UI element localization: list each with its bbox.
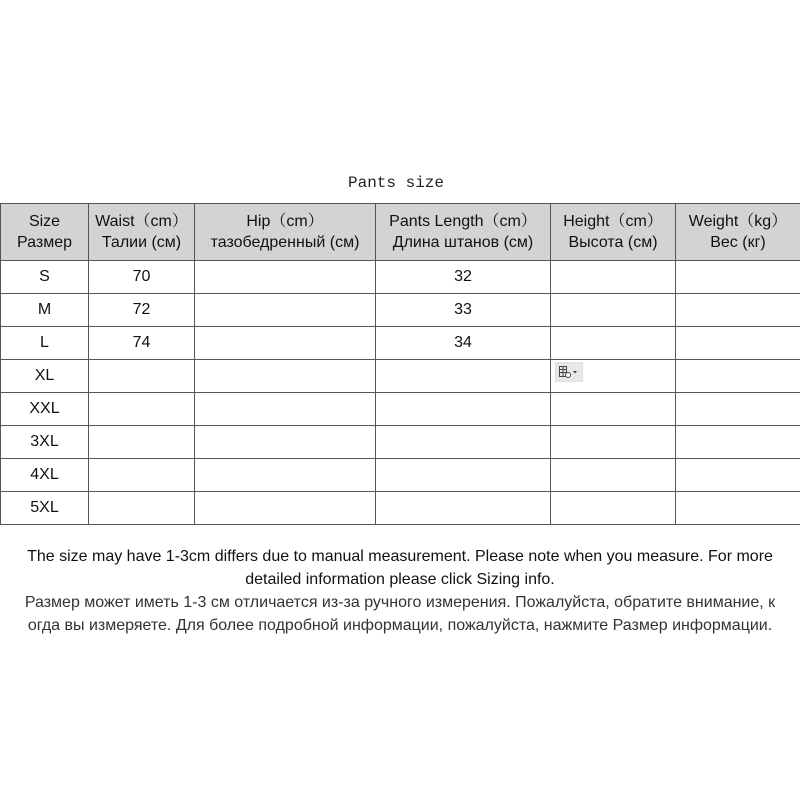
cell-waist (89, 360, 195, 393)
header-size-ru: Размер (17, 234, 72, 251)
header-weight-en: Weight（kg） (688, 213, 788, 230)
header-weight-ru: Вес (кг) (710, 234, 766, 251)
table-row (1, 360, 800, 393)
cell-height (551, 294, 676, 327)
size-table (0, 203, 800, 525)
cell-size: XXL (1, 393, 89, 426)
header-size-en: Size (28, 213, 61, 230)
cell-weight (676, 294, 800, 327)
cell-height (551, 492, 676, 525)
cell-pants-length (376, 426, 551, 459)
header-pants-length-en: Pants Length（cm） (389, 213, 537, 230)
cell-weight (676, 261, 800, 294)
note-russian-line-2: огда вы измеряете. Для более подробной информации, пожалуйста, нажмите Размер информации. (27, 617, 773, 634)
cell-size: XL (1, 360, 89, 393)
cell-weight (676, 360, 800, 393)
note-russian-line-1: Размер может иметь 1-3 см отличается из-за ручного измерения. Пожалуйста, обратите внимание, к (24, 594, 776, 611)
header-hip (195, 204, 376, 261)
cell-pants-length (376, 492, 551, 525)
cell-pants-length (376, 360, 551, 393)
cell-pants-length: 32 (376, 261, 551, 294)
header-waist-en: Waist（cm） (95, 213, 188, 230)
table-row (1, 261, 800, 294)
paste-options-icon[interactable] (555, 362, 583, 382)
cell-size: 4XL (1, 459, 89, 492)
cell-height (551, 426, 676, 459)
cell-hip (195, 360, 376, 393)
header-pants-length (376, 204, 551, 261)
cell-weight (676, 492, 800, 525)
cell-height (551, 327, 676, 360)
header-height (551, 204, 676, 261)
header-weight (676, 204, 800, 261)
cell-pants-length (376, 459, 551, 492)
cell-weight (676, 327, 800, 360)
cell-pants-length: 34 (376, 327, 551, 360)
cell-hip (195, 261, 376, 294)
header-waist-ru: Талии (см) (101, 234, 182, 251)
header-hip-en: Hip（cm） (246, 213, 324, 230)
cell-size: M (1, 294, 89, 327)
note-english-line-2: detailed information please click Sizing info. (245, 571, 555, 588)
table-row (1, 327, 800, 360)
table-row (1, 492, 800, 525)
cell-weight (676, 393, 800, 426)
cell-hip (195, 426, 376, 459)
header-hip-ru: тазобедренный (см) (210, 234, 360, 251)
cell-size: L (1, 327, 89, 360)
cell-waist (89, 426, 195, 459)
cell-hip (195, 492, 376, 525)
cell-waist (89, 459, 195, 492)
cell-size: 5XL (1, 492, 89, 525)
cell-hip (195, 327, 376, 360)
cell-hip (195, 459, 376, 492)
table-header-row (1, 204, 800, 261)
cell-waist (89, 492, 195, 525)
cell-pants-length: 33 (376, 294, 551, 327)
note-english-line-1: The size may have 1-3cm differs due to manual measurement. Please note when you measure. For more (27, 548, 773, 565)
cell-hip (195, 294, 376, 327)
cell-waist: 70 (89, 261, 195, 294)
header-height-en: Height（cm） (563, 213, 663, 230)
header-pants-length-ru: Длина штанов (см) (392, 234, 534, 251)
note-russian (0, 591, 800, 637)
cell-waist (89, 393, 195, 426)
header-waist (89, 204, 195, 261)
cell-size: 3XL (1, 426, 89, 459)
cell-hip (195, 393, 376, 426)
cell-height (551, 360, 676, 393)
cell-pants-length (376, 393, 551, 426)
table-row (1, 294, 800, 327)
cell-size: S (1, 261, 89, 294)
cell-height (551, 261, 676, 294)
note-english (0, 545, 800, 591)
header-height-ru: Высота (см) (568, 234, 658, 251)
table-row (1, 426, 800, 459)
table-row (1, 393, 800, 426)
header-size (1, 204, 89, 261)
table-row (1, 459, 800, 492)
cell-waist: 74 (89, 327, 195, 360)
page-title: Pants size (347, 174, 444, 192)
cell-weight (676, 459, 800, 492)
cell-height (551, 459, 676, 492)
cell-weight (676, 426, 800, 459)
cell-height (551, 393, 676, 426)
cell-waist: 72 (89, 294, 195, 327)
